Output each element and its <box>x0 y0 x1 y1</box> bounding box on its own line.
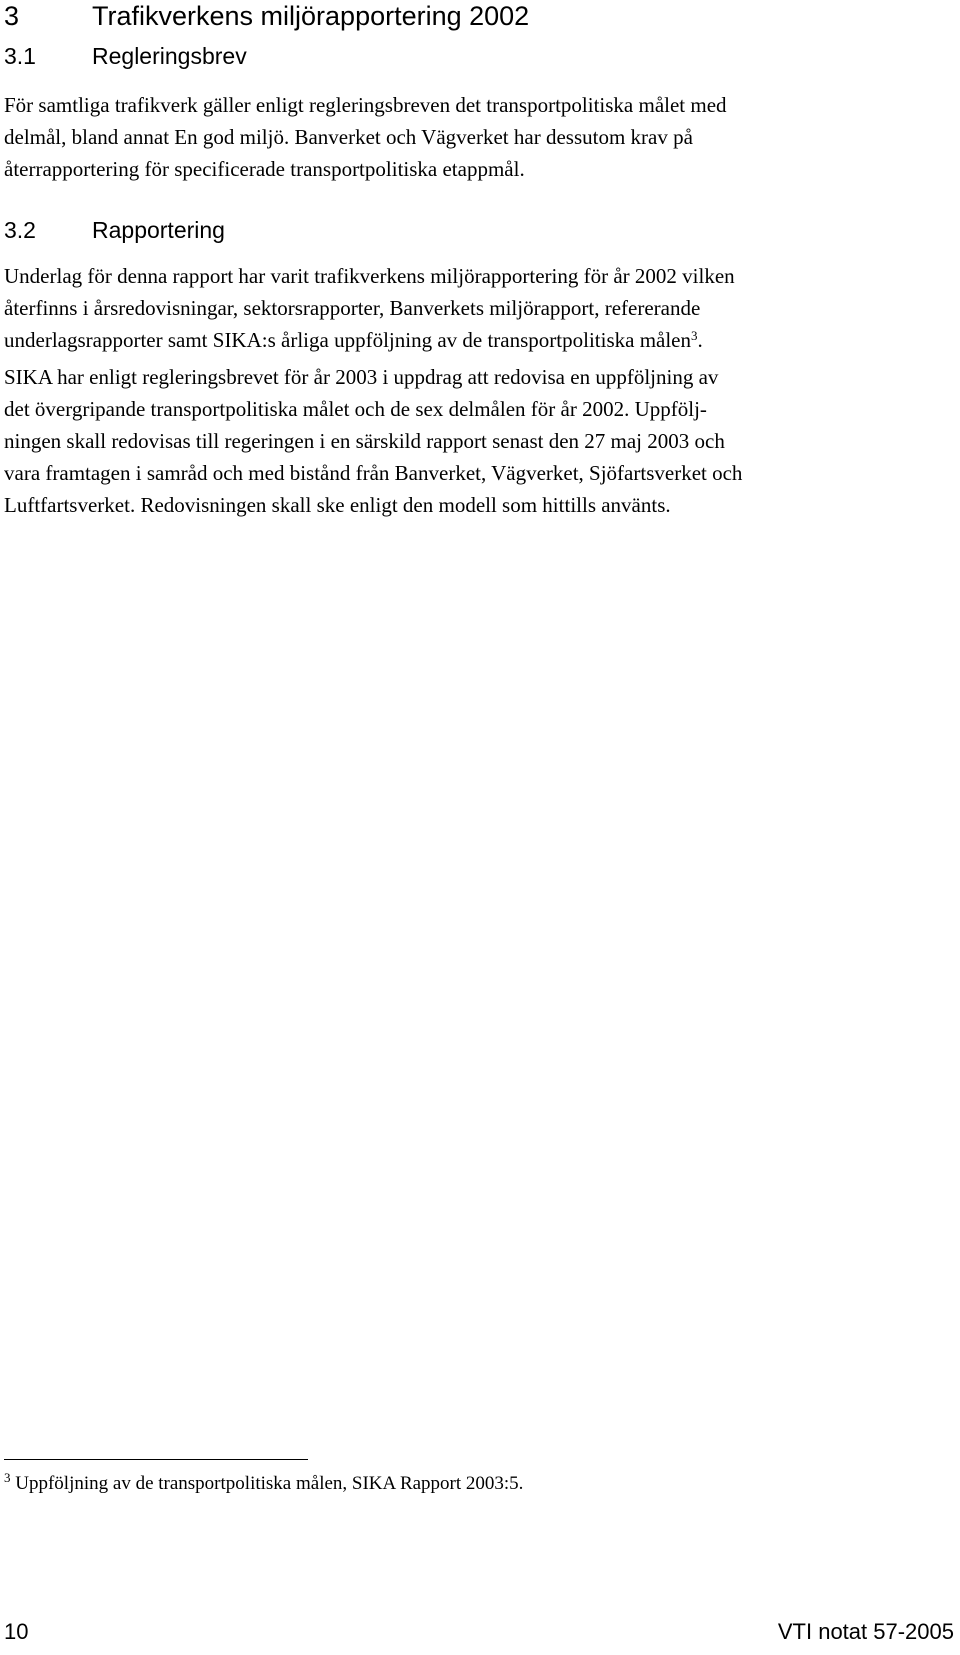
text-line: ningen skall redovisas till regeringen i en särskild rapport senast den 27 maj 2003 och <box>4 429 725 453</box>
text-segment: underlagsrapporter samt SIKA:s årliga uppföljning av de transportpolitiska målen <box>4 328 692 352</box>
subsection-number: 3.1 <box>4 43 36 69</box>
section-number: 3 <box>4 1 20 31</box>
text-line: återrapportering för specificerade transportpolitiska etappmål. <box>4 157 525 181</box>
text-line: delmål, bland annat En god miljö. Banverket och Vägverket har dessutom krav på <box>4 125 693 149</box>
text-line: För samtliga trafikverk gäller enligt regleringsbreven det transportpolitiska målet med <box>4 93 727 117</box>
subsection-title: Rapportering <box>92 217 225 243</box>
section-heading <box>4 0 529 32</box>
paragraph-rapportering-2 <box>4 361 954 521</box>
text-line: vara framtagen i samråd och med bistånd från Banverket, Vägverket, Sjöfartsverket och <box>4 461 743 485</box>
subsection-heading-regleringsbrev <box>4 42 247 70</box>
footnote-text: Uppföljning av de transportpolitiska målen, SIKA Rapport 2003:5. <box>10 1473 524 1494</box>
footnote-reference[interactable]: 3 <box>691 327 698 343</box>
text-line: SIKA har enligt regleringsbrevet för år 2003 i uppdrag att redovisa en uppföljning av <box>4 365 719 389</box>
paragraph-rapportering-1 <box>4 260 954 356</box>
subsection-number: 3.2 <box>4 217 36 243</box>
text-line: återfinns i årsredovisningar, sektorsrapporter, Banverkets miljörapport, refererande <box>4 296 701 320</box>
subsection-title: Regleringsbrev <box>92 43 247 69</box>
footnote-separator <box>4 1459 308 1460</box>
footnote <box>4 1471 523 1497</box>
text-line: Underlag för denna rapport har varit trafikverkens miljörapportering för år 2002 vilken <box>4 264 735 288</box>
text-line <box>4 324 954 356</box>
subsection-heading-rapportering <box>4 216 225 244</box>
footer-series: VTI notat 57-2005 <box>777 1619 954 1644</box>
page-number: 10 <box>4 1619 29 1644</box>
paragraph-regleringsbrev <box>4 89 954 185</box>
text-line: Luftfartsverket. Redovisningen skall ske enligt den modell som hittills använts. <box>4 493 671 517</box>
text-line: det övergripande transportpolitiska målet och de sex delmålen för år 2002. Uppfölj- <box>4 397 707 421</box>
section-title: Trafikverkens miljörapportering 2002 <box>92 1 530 31</box>
text-segment: . <box>697 328 703 352</box>
footnote-marker: 3 <box>4 1469 11 1485</box>
